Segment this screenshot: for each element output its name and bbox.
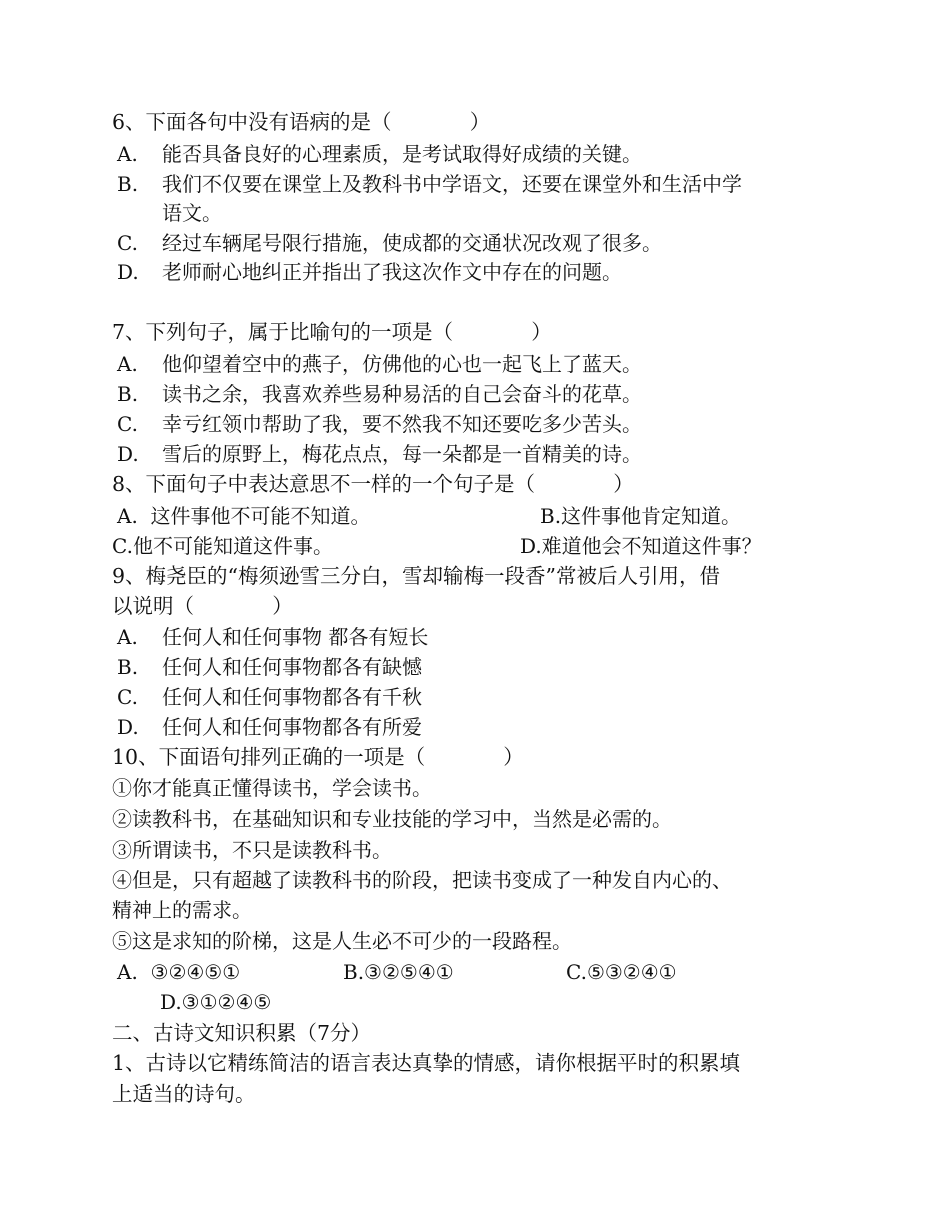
question-10-option-a: A. ③②④⑤① [117,960,241,984]
option-text: 任何人和任何事物 都各有短长 [162,625,429,649]
option-text: 能否具备良好的心理素质，是考试取得好成绩的关键。 [162,142,642,166]
option-text: 我们不仅要在课堂上及教科书中学语文，还要在课堂外和生活中学 [162,172,742,196]
question-7-option-d [117,440,642,468]
option-text: 雪后的原野上，梅花点点，每一朵都是一首精美的诗。 [162,442,642,466]
option-label: A. [117,142,138,166]
question-10-option-b: B.③②⑤④① [343,960,454,984]
option-text: 他仰望着空中的燕子，仿佛他的心也一起飞上了蓝天。 [162,352,642,376]
option-label: C. [117,231,138,255]
question-10-sentence-5: ⑤这是求知的阶梯，这是人生必不可少的一段路程。 [112,929,572,953]
option-label: B. [117,382,139,406]
question-6-option-b-continued [117,199,222,227]
option-text: 老师耐心地纠正并指出了我这次作文中存在的问题。 [162,260,622,284]
option-label: C. [117,685,138,709]
question-8-option-b: B.这件事他肯定知道。 [540,504,742,528]
option-text: 经过车辆尾号限行措施，使成都的交通状况改观了很多。 [162,231,662,255]
option-label: B. [117,172,139,196]
question-8-stem: 8、下面句子中表达意思不一样的一个句子是（ ） [112,472,634,496]
option-text: 任何人和任何事物都各有缺憾 [162,655,422,679]
question-8-option-d: D.难道他会不知道这件事？ [520,534,762,558]
question-8-option-c: C.他不可能知道这件事。 [112,534,333,558]
question-8-option-a: A. 这件事他不可能不知道。 [117,504,371,528]
option-label: C. [117,412,138,436]
question-10-sentence-4-continued: 精神上的需求。 [112,898,252,922]
option-label: A. [117,352,138,376]
option-label: A. [117,625,138,649]
question-10-sentence-3: ③所谓读书，不只是读教科书。 [112,838,392,862]
question-9-stem-continued: 以说明（ ） [112,594,293,618]
option-text: 任何人和任何事物都各有千秋 [162,685,422,709]
option-text: 任何人和任何事物都各有所爱 [162,715,422,739]
question-9-option-b [117,653,422,681]
option-label: B. [117,655,139,679]
question-7-stem: 7、下列句子，属于比喻句的一项是（ ） [112,320,552,344]
question-9-stem: 9、梅尧臣的“梅须逊雪三分白，雪却输梅一段香”常被后人引用，借 [112,564,721,588]
option-text: 幸亏红领巾帮助了我，要不然我不知还要吃多少苦头。 [162,412,642,436]
question-6-option-d [117,258,622,286]
section-2-title: 二、古诗文知识积累（7分） [112,1021,372,1045]
question-10-sentence-2: ②读教科书，在基础知识和专业技能的学习中，当然是必需的。 [112,807,672,831]
question-6-stem: 6、下面各句中没有语病的是（ ） [112,110,491,134]
question-10-sentence-4: ④但是，只有超越了读教科书的阶段，把读书变成了一种发自内心的、 [112,868,732,892]
option-label: D. [117,442,139,466]
question-10-stem: 10、下面语句排列正确的一项是（ ） [112,745,524,769]
question-6-option-b [117,170,742,198]
section-2-question-1: 1、古诗以它精练简洁的语言表达真挚的情感，请你根据平时的积累填 [112,1051,741,1075]
section-2-question-1-continued: 上适当的诗句。 [112,1082,256,1106]
question-7-option-a [117,350,642,378]
question-10-sentence-1: ①你才能真正懂得读书，学会读书。 [112,776,432,800]
question-10-option-c: C.⑤③②④① [566,960,677,984]
question-6-option-a [117,140,642,168]
option-text: 语文。 [162,201,222,225]
question-7-option-b [117,380,642,408]
option-label: D. [117,260,139,284]
question-7-option-c [117,410,642,438]
question-10-option-d: D.③①②④⑤ [160,990,272,1014]
question-9-option-d [117,713,422,741]
option-text: 读书之余，我喜欢养些易种易活的自己会奋斗的花草。 [162,382,642,406]
option-label: D. [117,715,139,739]
question-6-option-c [117,229,662,257]
question-9-option-a [117,623,428,651]
question-9-option-c [117,683,422,711]
